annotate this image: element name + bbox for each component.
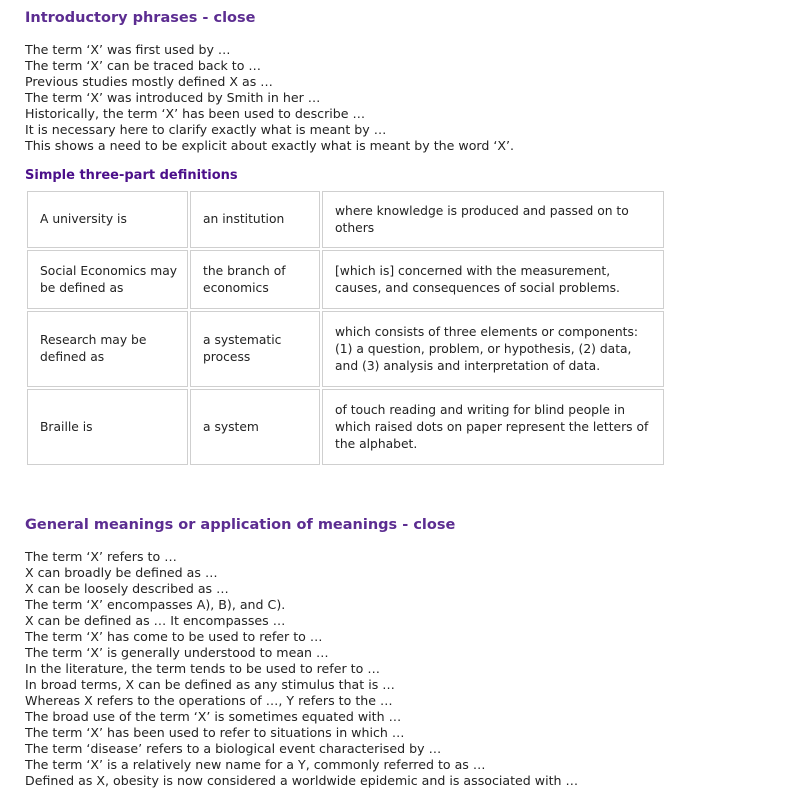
list-item: The term ‘X’ has come to be used to refer to … [25,629,323,644]
list-item: The term ‘X’ is generally understood to mean … [25,645,329,660]
list-item: The term ‘disease’ refers to a biological event characterised by … [25,741,442,756]
list-item: The term ‘X’ refers to … [25,549,177,564]
definition-term-cell: Research may be defined as [27,311,188,387]
general-phrase-list [25,549,578,789]
definition-characteristics-cell: which consists of three elements or components: (1) a question, problem, or hypothesis, (2) data, and (3) analysis and interpretation of data. [322,311,664,387]
general-heading-title: General meanings or application of meanings [25,517,398,533]
list-item: Defined as X, obesity is now considered a worldwide epidemic and is associated with … [25,773,579,788]
definition-term-cell: Braille is [27,389,188,465]
list-item: The term ‘X’ encompasses A), B), and C). [25,597,286,612]
definition-term-cell: Social Economics may be defined as [27,250,188,309]
definitions-section [25,168,238,184]
definition-class-cell: a system [190,389,320,465]
intro-phrase-list [25,42,514,154]
list-item: In the literature, the term tends to be used to refer to … [25,661,380,676]
definition-term-cell: A university is [27,191,188,248]
list-item: The term ‘X’ is a relatively new name for a Y, commonly referred to as … [25,757,486,772]
list-item: Whereas X refers to the operations of …, Y refers to the … [25,693,393,708]
list-item: The term ‘X’ has been used to refer to situations in which … [25,725,405,740]
list-item: The broad use of the term ‘X’ is sometimes equated with … [25,709,402,724]
general-heading [25,516,455,534]
list-item: X can be defined as … It encompasses … [25,613,286,628]
table-row [27,389,664,465]
list-item: The term ‘X’ was first used by … [25,42,231,57]
intro-heading-title: Introductory phrases [25,10,198,26]
general-close-toggle[interactable]: close [413,517,456,533]
list-item: This shows a need to be explicit about exactly what is meant by the word ‘X’. [25,138,515,153]
definition-characteristics-cell: [which is] concerned with the measurement, causes, and consequences of social problems. [322,250,664,309]
list-item: The term ‘X’ was introduced by Smith in her … [25,90,321,105]
list-item: X can be loosely described as … [25,581,229,596]
list-item: X can broadly be defined as … [25,565,218,580]
table-row [27,311,664,387]
list-item: Historically, the term ‘X’ has been used to describe … [25,106,366,121]
intro-close-toggle[interactable]: close [213,10,256,26]
intro-phrase-list-container [25,42,514,154]
general-phrase-list-container [25,549,578,789]
general-section [25,516,455,534]
definition-characteristics-cell: where knowledge is produced and passed on to others [322,191,664,248]
definitions-heading: Simple three-part definitions [25,168,238,183]
intro-heading-separator: - [197,10,214,26]
intro-section [25,9,255,27]
definition-class-cell: a systematic process [190,311,320,387]
list-item: It is necessary here to clarify exactly what is meant by … [25,122,387,137]
table-row [27,191,664,248]
list-item: In broad terms, X can be defined as any stimulus that is … [25,677,395,692]
definition-class-cell: an institution [190,191,320,248]
intro-heading [25,9,255,27]
general-heading-separator: - [397,517,414,533]
list-item: Previous studies mostly defined X as … [25,74,273,89]
definitions-table [25,189,666,467]
definition-characteristics-cell: of touch reading and writing for blind people in which raised dots on paper represent the letters of the alphabet. [322,389,664,465]
table-row [27,250,664,309]
definition-class-cell: the branch of economics [190,250,320,309]
list-item: The term ‘X’ can be traced back to … [25,58,262,73]
